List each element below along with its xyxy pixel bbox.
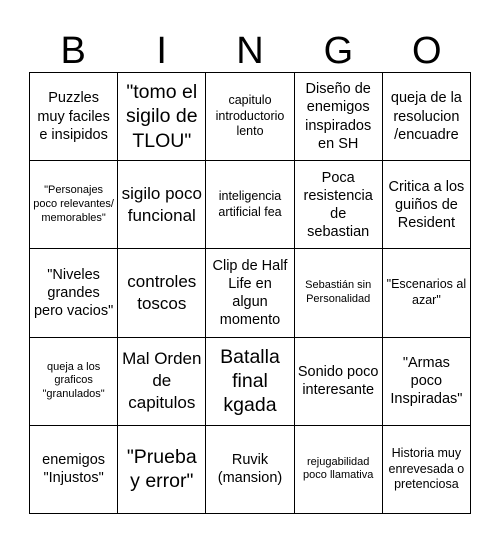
bingo-cell-r3-c5[interactable]: "Escenarios al azar": [383, 249, 471, 337]
header-letter-g: G: [323, 30, 354, 72]
header-letter-n: N: [236, 30, 264, 72]
bingo-cell-r3-c3[interactable]: Clip de Half Life en algun momento: [206, 249, 294, 337]
header-letter-b: B: [60, 30, 86, 72]
bingo-cell-r5-c1[interactable]: enemigos "Injustos": [30, 426, 118, 514]
bingo-cell-r1-c2[interactable]: "tomo el sigilo de TLOU": [118, 73, 206, 161]
bingo-cell-r4-c4[interactable]: Sonido poco interesante: [295, 338, 383, 426]
bingo-cell-r4-c2[interactable]: Mal Orden de capitulos: [118, 338, 206, 426]
bingo-cell-r4-c5[interactable]: "Armas poco Inspiradas": [383, 338, 471, 426]
bingo-cell-r2-c4[interactable]: Poca resistencia de sebastian: [295, 161, 383, 249]
bingo-cell-r1-c3[interactable]: capitulo introductorio lento: [206, 73, 294, 161]
header-letter-i: I: [156, 30, 167, 72]
bingo-header: [29, 28, 471, 74]
bingo-grid: [29, 72, 471, 514]
header-letter-o: O: [412, 30, 442, 72]
bingo-cell-r3-c4[interactable]: Sebastián sin Personalidad: [295, 249, 383, 337]
bingo-cell-r4-c1[interactable]: queja a los graficos "granulados": [30, 338, 118, 426]
bingo-cell-r5-c5[interactable]: Historia muy enrevesada o pretenciosa: [383, 426, 471, 514]
bingo-cell-r3-c2[interactable]: controles toscos: [118, 249, 206, 337]
bingo-cell-r4-c3[interactable]: Batalla final kgada: [206, 338, 294, 426]
bingo-cell-r5-c4[interactable]: rejugabilidad poco llamativa: [295, 426, 383, 514]
bingo-cell-r1-c4[interactable]: Diseño de enemigos inspirados en SH: [295, 73, 383, 161]
bingo-cell-r1-c5[interactable]: queja de la resolucion /encuadre: [383, 73, 471, 161]
bingo-cell-r2-c1[interactable]: "Personajes poco relevantes/ memorables": [30, 161, 118, 249]
bingo-cell-r2-c2[interactable]: sigilo poco funcional: [118, 161, 206, 249]
bingo-cell-r5-c2[interactable]: "Prueba y error": [118, 426, 206, 514]
bingo-cell-r1-c1[interactable]: Puzzles muy faciles e insipidos: [30, 73, 118, 161]
bingo-cell-r3-c1[interactable]: "Niveles grandes pero vacios": [30, 249, 118, 337]
bingo-cell-r2-c3[interactable]: inteligencia artificial fea: [206, 161, 294, 249]
bingo-cell-r5-c3[interactable]: Ruvik (mansion): [206, 426, 294, 514]
bingo-cell-r2-c5[interactable]: Critica a los guiños de Resident: [383, 161, 471, 249]
